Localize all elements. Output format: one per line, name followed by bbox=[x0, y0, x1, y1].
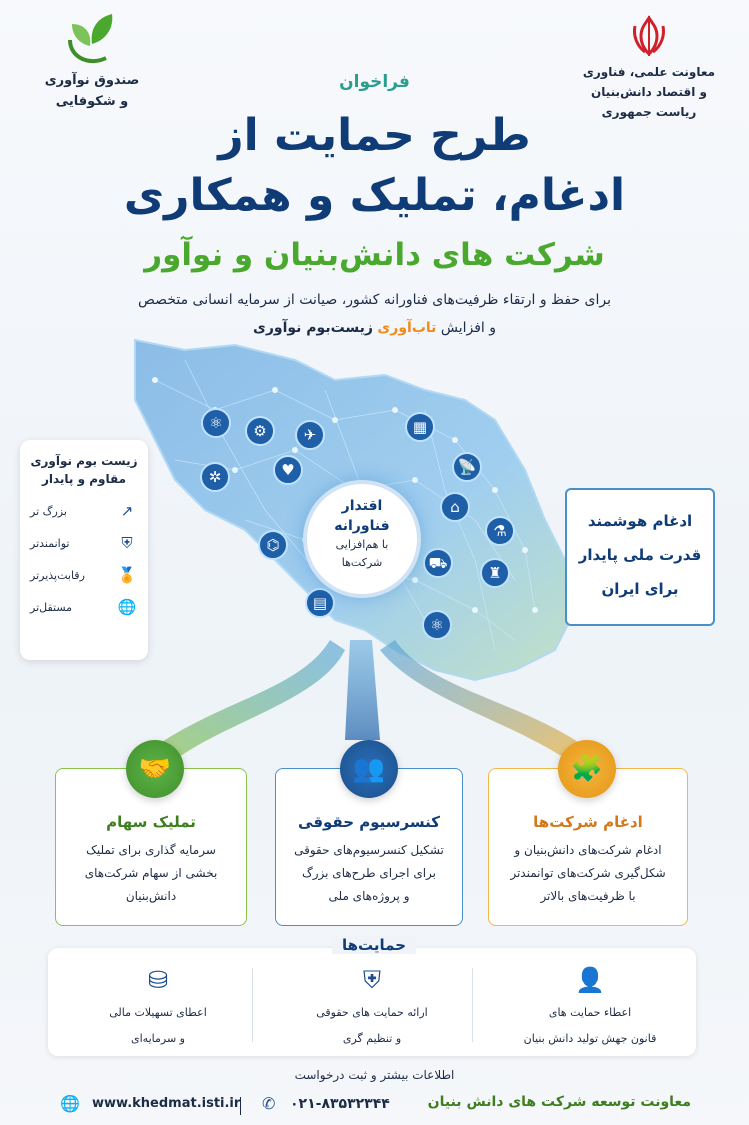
merge-box-line-2: قدرت ملی پایدار bbox=[578, 546, 702, 564]
phone-icon: ✆ bbox=[262, 1094, 276, 1113]
growth-chart-icon: ↗ bbox=[120, 502, 134, 520]
robot-arm-icon: ⚙ bbox=[245, 416, 275, 446]
atom-icon-2: ⚛ bbox=[422, 610, 452, 640]
supports-title-text: حمایت‌ها bbox=[332, 936, 416, 954]
ecosystem-item bbox=[30, 502, 138, 520]
ecosystem-item bbox=[30, 566, 138, 584]
description-highlight-ecosystem: زیست‌بوم نوآوری bbox=[252, 320, 373, 336]
website-link[interactable]: www.khedmat.isti.ir bbox=[92, 1096, 241, 1111]
hub-line-2: فناورانه bbox=[334, 518, 390, 534]
consortium-card-line-1: تشکیل کنسرسیوم‌های حقوقی bbox=[294, 843, 444, 857]
supports-title bbox=[294, 936, 454, 954]
shield-check-icon: ⛨ bbox=[363, 966, 381, 994]
description-highlight-resilience: تاب‌آوری bbox=[377, 320, 437, 336]
support-item-line: قانون جهش تولید دانش بنیان bbox=[523, 1032, 657, 1045]
merge-card-line-3: با ظرفیت‌های بالاتر bbox=[540, 889, 636, 903]
support-item-line: اعطاء حمایت های bbox=[548, 1006, 632, 1019]
support-item-line: ارائه حمایت های حقوقی bbox=[316, 1006, 428, 1019]
title-line-3: شرکت های دانش‌بنیان و نوآور bbox=[144, 237, 605, 273]
title-line-2: ادغام، تملیک و همکاری bbox=[123, 170, 626, 221]
ecosystem-item-label: رقابت‌پذیرتر bbox=[30, 568, 85, 582]
description-line-1: برای حفظ و ارتقاء ظرفیت‌های فناورانه کشور، صیانت از سرمایه انسانی متخصص bbox=[138, 292, 611, 308]
ecosystem-item-label: بزرگ تر bbox=[30, 504, 67, 518]
ecosystem-item bbox=[30, 534, 138, 552]
consortium-card-line-3: و پروژه‌های ملی bbox=[328, 889, 410, 903]
hub-line-3: با هم‌افزایی bbox=[335, 538, 389, 551]
org-right-line-1: معاونت علمی، فناوری bbox=[582, 65, 716, 79]
org-right-line-2: و اقتصاد دانش‌بنیان bbox=[591, 85, 707, 99]
support-item-line: اعطای تسهیلات مالی bbox=[109, 1006, 207, 1019]
divider bbox=[472, 968, 473, 1042]
title-line-1: طرح حمایت از bbox=[218, 110, 531, 161]
solar-panel-icon: ▤ bbox=[305, 588, 335, 618]
sprout-icon bbox=[60, 10, 124, 68]
merge-box-line-1: ادغام هوشمند bbox=[587, 512, 693, 530]
hub-line-1: اقتدار bbox=[341, 498, 383, 514]
merge-card-title: ادغام شرکت‌ها bbox=[533, 813, 643, 831]
vice-presidency-logo bbox=[579, 14, 719, 122]
atom-icon: ⚛ bbox=[201, 408, 231, 438]
share-card-title: تملیک سهام bbox=[106, 813, 196, 831]
globe-icon: 🌐 bbox=[117, 598, 137, 616]
share-card-line-2: بخشی از سهام شرکت‌های bbox=[84, 866, 218, 880]
kicker: فراخوان bbox=[339, 72, 410, 92]
merge-card-line-2: شکل‌گیری شرکت‌های توانمندتر bbox=[510, 866, 666, 880]
support-item-legal bbox=[272, 962, 472, 1050]
satellite-icon: 📡 bbox=[452, 452, 482, 482]
support-item-knowledge-law bbox=[490, 962, 690, 1050]
support-item-line: و تنظیم گری bbox=[342, 1032, 402, 1045]
bed-icon: ⌂ bbox=[440, 492, 470, 522]
medal-icon: 🏅 bbox=[117, 566, 137, 584]
description-pre: و افزایش bbox=[440, 320, 497, 336]
hub-line-4: شرکت‌ها bbox=[341, 556, 383, 569]
footer-organization: معاونت توسعه شرکت های دانش بنیان bbox=[427, 1094, 691, 1110]
org-left-line-1: صندوق نوآوری bbox=[44, 73, 140, 88]
smart-merger-box bbox=[565, 488, 715, 626]
drone-icon: ✈ bbox=[295, 420, 325, 450]
phone-number[interactable]: ۰۲۱-۸۳۵۳۲۳۴۴ bbox=[290, 1096, 390, 1112]
org-right-line-3: ریاست جمهوری bbox=[601, 105, 697, 119]
org-left-line-2: و شکوفایی bbox=[55, 94, 129, 109]
heart-icon: ♥ bbox=[273, 455, 303, 485]
merge-card-line-1: ادغام شرکت‌های دانش‌بنیان و bbox=[514, 843, 662, 857]
coins-icon: ⛁ bbox=[147, 966, 169, 994]
share-card-line-3: دانش‌بنیان bbox=[125, 889, 177, 903]
support-item-line: و سرمایه‌ای bbox=[131, 1032, 185, 1045]
factory-icon: ▦ bbox=[405, 412, 435, 442]
ecosystem-item-label: مستقل‌تر bbox=[30, 600, 73, 614]
molecule-icon: ⌬ bbox=[258, 530, 288, 560]
tower-icon: ♜ bbox=[480, 558, 510, 588]
users-icon: 👥 bbox=[340, 740, 398, 798]
ecosystem-title-2: مقاوم و پایدار bbox=[41, 472, 127, 486]
ecosystem-item-label: توانمندتر bbox=[30, 536, 70, 550]
ecosystem-item bbox=[30, 598, 138, 616]
support-item-financial bbox=[58, 962, 258, 1050]
share-card-line-1: سرمایه گذاری برای تملیک bbox=[86, 843, 216, 857]
car-icon: ⛟ bbox=[423, 548, 453, 578]
globe-icon: 🌐 bbox=[60, 1094, 80, 1113]
emblem-icon bbox=[629, 14, 669, 58]
handshake-icon: 🤝 bbox=[126, 740, 184, 798]
innovation-fund-logo bbox=[22, 10, 162, 112]
microscope-icon: ⚗ bbox=[485, 516, 515, 546]
circuit-icon: ✲ bbox=[200, 462, 230, 492]
person-network-icon: 👤 bbox=[575, 966, 605, 994]
ecosystem-title-1: زیست بوم نوآوری bbox=[30, 454, 138, 468]
more-info-text: اطلاعات بیشتر و ثبت درخواست bbox=[294, 1068, 455, 1082]
ecosystem-card bbox=[20, 440, 148, 660]
merge-box-line-3: برای ایران bbox=[601, 580, 679, 598]
consortium-card-title: کنسرسیوم حقوقی bbox=[298, 813, 440, 831]
puzzle-icon: 🧩 bbox=[558, 740, 616, 798]
hub-circle bbox=[303, 480, 421, 598]
consortium-card-line-2: برای اجرای طرح‌های بزرگ bbox=[301, 866, 437, 880]
shield-icon: ⛨ bbox=[121, 534, 133, 552]
